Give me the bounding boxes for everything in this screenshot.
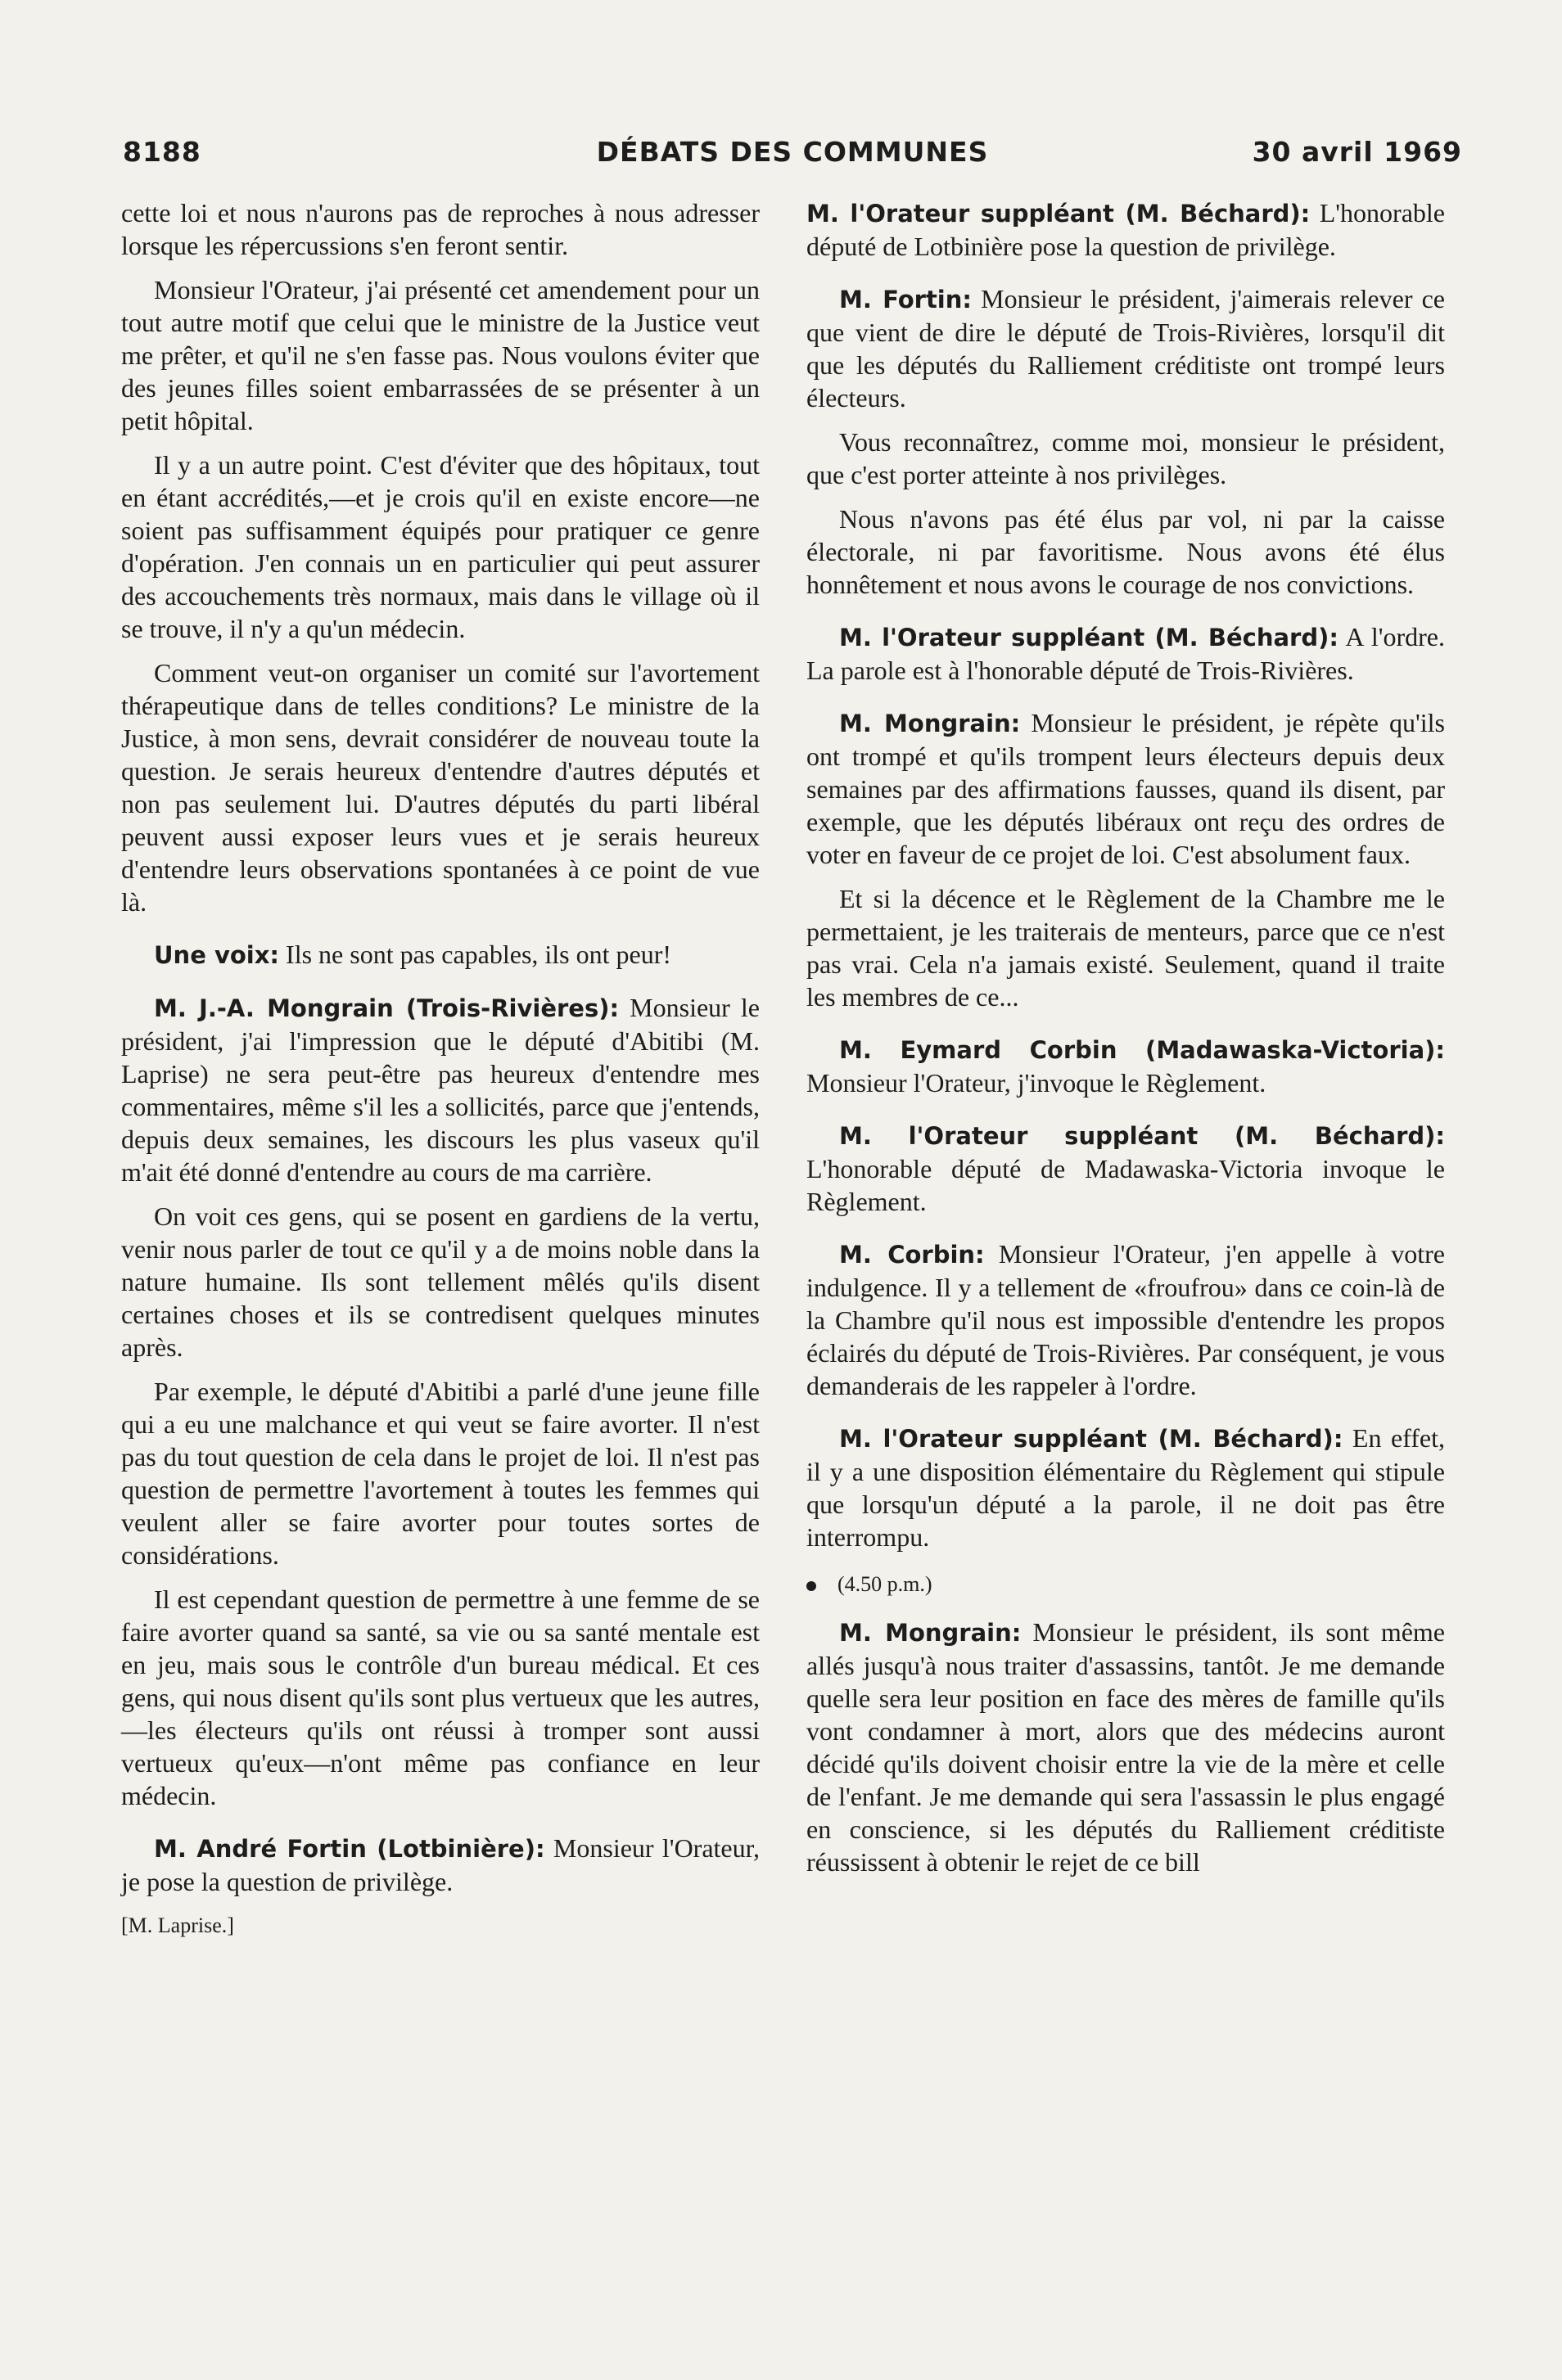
speech <box>121 1832 760 1898</box>
speech <box>806 1033 1445 1099</box>
page-number: 8188 <box>123 136 201 168</box>
bullet-icon <box>806 1581 816 1591</box>
speech-text: Monsieur l'Orateur, j'en appelle à votre indulgence. Il y a tellement de «froufrou» dans ce coin-là de la Chambre qu'il nous est impossible d'entendre les propos éclairés du député de Trois-Rivières. Par conséquent, je vous demanderais de les rappeler à l'ordre. <box>806 1239 1446 1400</box>
publication-title: DÉBATS DES COMMUNES <box>596 136 989 168</box>
speech-text: Monsieur le président, je répète qu'ils ont trompé et qu'ils trompent leurs électeurs depuis deux semaines par des affirmations fausses, quand ils disent, par exemple, que les députés libéraux ont reçu des ordres de voter en faveur de ce projet de loi. C'est absolument faux. <box>806 708 1445 869</box>
paragraph: cette loi et nous n'aurons pas de reproches à nous adresser lorsque les répercussions s'en feront sentir. <box>121 198 760 260</box>
speaker-name: M. l'Orateur suppléant (M. Béchard): <box>839 1425 1343 1453</box>
right-column <box>806 196 1445 1890</box>
speaker-name: M. André Fortin (Lotbinière): <box>154 1835 545 1863</box>
speaker-name: Une voix: <box>154 941 280 969</box>
speech <box>806 620 1445 687</box>
paragraph: Il est cependant question de permettre à une femme de se faire avorter quand sa santé, sa vie ou sa santé mentale est en jeu, mais sous le contrôle d'un bureau médical. Et ces gens, qui nous disent qu'ils sont plus vertueux que les autres,—les électeurs qu'ils ont réussi à tromper sont aussi vertueux qu'eux—n'ont même pas confiance en leur médecin. <box>121 1584 760 1810</box>
speech <box>121 991 760 1188</box>
speech <box>806 1237 1445 1402</box>
paragraph: Nous n'avons pas été élus par vol, ni par la caisse électorale, ni par favoritisme. Nous avons été élus honnêtement et nous avons le courage de nos convictions. <box>806 504 1445 599</box>
paragraph: Il y a un autre point. C'est d'éviter que des hôpitaux, tout en étant accrédités,—et je crois qu'il en existe encore—ne soient pas suffisamment équipés pour pratiquer ce genre d'opération. J'en connais un en particulier qui peut assurer des accouchements très normaux, mais dans le village où il se trouve, il n'y a qu'un médecin. <box>121 450 760 643</box>
speech-text: L'honorable député de Lotbinière pose la question de privilège. <box>806 198 1445 261</box>
paragraph: Comment veut-on organiser un comité sur l'avortement thérapeutique dans de telles conditions? Le ministre de la Justice, à mon sens, devrait considérer de nouveau toute la question. Je serais heureux d'entendre d'autres députés et non pas seulement lui. D'autres députés du parti libéral peuvent aussi exposer leurs vues et je serais heureux d'entendre leurs observations spontanées à ce point de vue là. <box>121 658 760 917</box>
speaker-name: M. Mongrain: <box>839 710 1021 737</box>
speech-text: Monsieur le président, ils sont même allés jusqu'à nous traiter d'assassins, tantôt. Je me demande quelle sera leur position en face des mères de famille qu'ils vont condamner à mort, alors que des médecins auront décidé qu'ils doivent choisir entre la vie de la mère et celle de l'enfant. Je me demande qui sera l'assassin le plus engagé en conscience, si les députés du Ralliement créditiste réussissent à obtenir le rejet de ce bill <box>806 1617 1446 1877</box>
speech-text: Monsieur le président, j'ai l'impression que le député d'Abitibi (M. Laprise) ne sera peut-être pas heureux d'entendre mes commentaires, même s'il les a sollicités, parce que j'entends, depuis deux semaines, les discours les plus vaseux qu'il m'ait été donné d'entendre au cours de ma carrière. <box>121 993 761 1187</box>
speaker-name: M. Fortin: <box>839 286 972 313</box>
speech <box>806 1616 1445 1878</box>
speaker-name: M. Corbin: <box>839 1241 985 1269</box>
speaker-name: M. Mongrain: <box>839 1619 1022 1647</box>
speech-text: A l'ordre. La parole est à l'honorable député de Trois-Rivières. <box>806 622 1445 685</box>
time-marker <box>806 1568 1445 1601</box>
publication-date: 30 avril 1969 <box>1252 136 1462 168</box>
speaker-reference: [M. Laprise.] <box>121 1913 234 1937</box>
time-text: (4.50 p.m.) <box>837 1572 932 1596</box>
paragraph: Vous reconnaîtrez, comme moi, monsieur le président, que c'est porter atteinte à nos privilèges. <box>806 427 1445 489</box>
speaker-name: M. l'Orateur suppléant (M. Béchard): <box>839 624 1339 651</box>
speech-text: Monsieur le président, j'aimerais relever ce que vient de dire le député de Trois-Rivières, lorsqu'il dit que les députés du Ralliement créditiste ont trompé leurs électeurs. <box>806 284 1445 412</box>
speech-text: L'honorable député de Madawaska-Victoria invoque le Règlement. <box>806 1154 1445 1216</box>
paragraph: Monsieur l'Orateur, j'ai présenté cet amendement pour un tout autre motif que celui que le ministre de la Justice veut me prêter, et qu'il ne s'en fasse pas. Nous voulons éviter que des jeunes filles soient embarrassées de se présenter à un petit hôpital. <box>121 275 760 435</box>
speech <box>806 706 1445 871</box>
speech <box>121 938 760 971</box>
left-column <box>121 196 760 1954</box>
speech-text: En effet, il y a une disposition élémentaire du Règlement qui stipule que lorsqu'un député a la parole, il ne doit pas être interrompu. <box>806 1423 1445 1552</box>
speaker-name: M. J.-A. Mongrain (Trois-Rivières): <box>154 994 620 1022</box>
paragraph: On voit ces gens, qui se posent en gardiens de la vertu, venir nous parler de tout ce qu'il y a de moins noble dans la nature humaine. Ils sont tellement mêlés qu'ils disent certaines choses et ils se contredisent quelques minutes après. <box>121 1201 760 1362</box>
speech-text: Ils ne sont pas capables, ils ont peur! <box>279 940 672 969</box>
speech-text: Monsieur l'Orateur, je pose la question de privilège. <box>121 1833 761 1896</box>
speech <box>806 1119 1445 1218</box>
speaker-name: M. l'Orateur suppléant (M. Béchard): <box>839 1122 1445 1150</box>
speaker-name: M. l'Orateur suppléant (M. Béchard): <box>806 200 1311 228</box>
paragraph: Par exemple, le député d'Abitibi a parlé d'une jeune fille qui a eu une malchance et qui veut se faire avorter. Il n'est pas du tout question de cela dans le projet de loi. Il n'est pas question de permettre l'avortement à toutes les femmes qui veulent aller se faire avorter pour toutes sortes de considérations. <box>121 1377 760 1570</box>
speech <box>806 1422 1445 1553</box>
speech <box>806 196 1445 263</box>
speech <box>806 282 1445 414</box>
speech-text: Monsieur l'Orateur, j'invoque le Règlement. <box>806 1068 1266 1098</box>
paragraph: Et si la décence et le Règlement de la Chambre me le permettaient, je les traiterais de menteurs, parce que ce n'est pas vrai. Cela n'a jamais existé. Seulement, quand il traite les membres de ce... <box>806 884 1445 1012</box>
speaker-name: M. Eymard Corbin (Madawaska-Victoria): <box>839 1036 1445 1064</box>
page-header <box>123 129 1462 178</box>
